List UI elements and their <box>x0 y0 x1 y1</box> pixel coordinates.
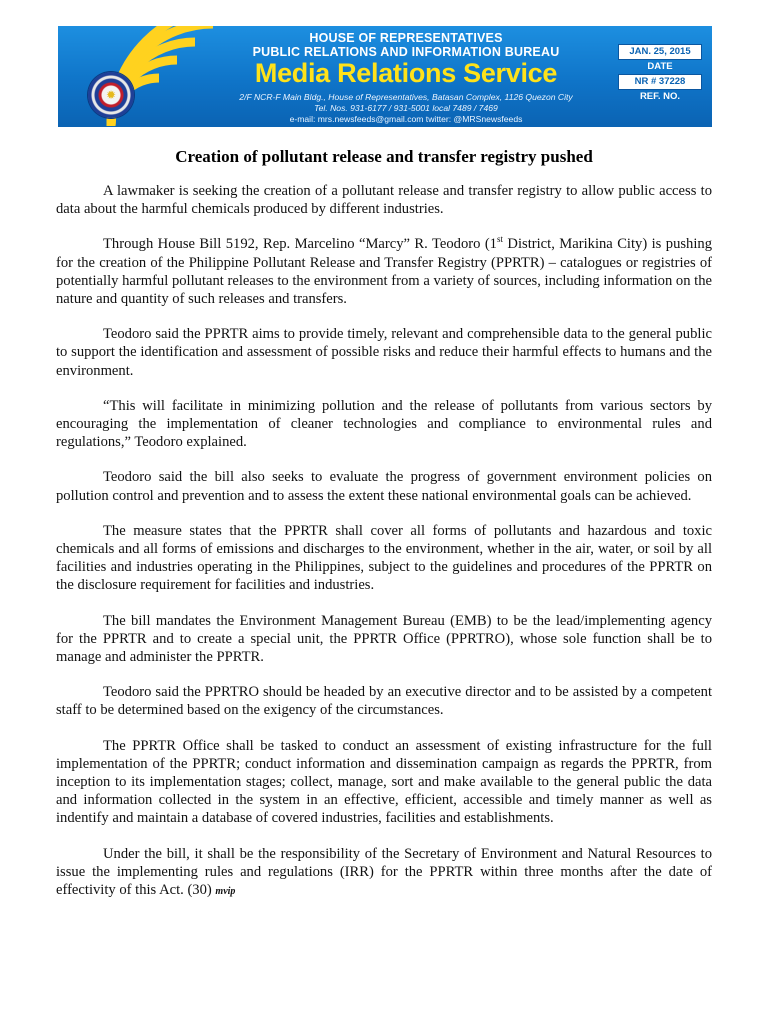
paragraph-8: Teodoro said the PPRTRO should be headed by an executive director and to be assisted by a competent staff to be determined based on the exigency of the circumstances. <box>56 684 712 719</box>
sun-star-icon: ✹ <box>105 87 117 102</box>
paragraph-5: Teodoro said the bill also seeks to evaluate the progress of government environment policies on pollution control and prevention and to assess the extent these national environmental goals can be achieved. <box>56 469 712 504</box>
paragraph-4: “This will facilitate in minimizing pollution and the release of pollutants from various sectors by encouraging the implementation of cleaner technologies and compliance to environmental rules and regulations,” Teodoro explained. <box>56 397 712 451</box>
paragraph-3: Teodoro said the PPRTR aims to provide timely, relevant and comprehensible data to the general public to support the identification and assessment of possible risks and reduce their harmful effects to humans and the environment. <box>56 326 712 379</box>
office-phone: Tel. Nos. 931-6177 / 931-5001 local 7489 / 7469 <box>314 103 498 113</box>
author-initials: mvip <box>215 886 236 898</box>
paragraph-2 <box>56 235 712 308</box>
release-info-box <box>618 44 702 104</box>
paragraph-7: The bill mandates the Environment Management Bureau (EMB) to be the lead/implementing agency for the PPRTR and to create a special unit, the PPRTR Office (PPRTRO), whose sole function shall be to manage and administer the PPRTR. <box>56 612 712 666</box>
office-address: 2/F NCR-F Main Bldg., House of Representatives, Batasan Complex, 1126 Quezon City <box>239 92 573 102</box>
reference-number-label: REF. NO. <box>639 91 681 102</box>
paragraph-1: A lawmaker is seeking the creation of a pollutant release and transfer registry to allow public access to data about the harmful chemicals produced by different industries. <box>56 183 712 218</box>
article-body <box>56 182 712 918</box>
paragraph-2-start: Through House Bill 5192, Rep. Marcelino “Marcy” R. Teodoro (1 <box>103 236 497 253</box>
article-headline: Creation of pollutant release and transfer registry pushed <box>175 147 593 166</box>
org-name: HOUSE OF REPRESENTATIVES <box>309 31 503 45</box>
paragraph-6: The measure states that the PPRTR shall cover all forms of pollutants and hazardous and toxic chemicals and all forms of emissions and discharges to the environment, whether in the air, water, or soil by all facilities and industries operating in the Philippines, subject to the guidelines and procedures of the PPRTR on the disclosure requirement for facilities and industries. <box>56 522 712 594</box>
reference-number: NR # 37228 <box>618 74 702 90</box>
paragraph-10 <box>56 845 712 902</box>
paragraph-10-text: Under the bill, it shall be the responsibility of the Secretary of Environment and Natural Resources to issue the implementing rules and regulations (IRR) for the PPRTR within three months after the date of effectivity of this Act. (30) <box>56 845 712 899</box>
masthead-banner <box>58 26 712 127</box>
release-date-label: DATE <box>647 61 673 72</box>
paragraph-2-rest: District, Marikina City) is pushing for the creation of the Philippine Pollutant Release and Transfer Registry (PPRTR) – catalogues or registries of potentially harmful pollutant releases to the environment from a variety of sources, including information on the nature and quantity of such releases and transfers. <box>56 236 712 308</box>
release-date: JAN. 25, 2015 <box>618 44 702 60</box>
house-seal-logo <box>88 72 134 118</box>
service-title: Media Relations Service <box>254 58 558 88</box>
bureau-name: PUBLIC RELATIONS AND INFORMATION BUREAU <box>252 45 560 59</box>
paragraph-9: The PPRTR Office shall be tasked to conduct an assessment of existing infrastructure for the full implementation of the PPRTR; conduct information and dissemination campaign as regards the PPRTR, from inception to its implementation stages; collect, manage, sort and make available to the general public the data and information collected in the system in an effective, efficient, accessible and timely manner as well as indentify and maintain a database of covered industries, facilities and establishments. <box>56 737 712 827</box>
ordinal-suffix: st <box>496 234 503 245</box>
contact-email: e-mail: mrs.newsfeeds@gmail.com twitter: @MRSnewsfeeds <box>289 114 523 124</box>
